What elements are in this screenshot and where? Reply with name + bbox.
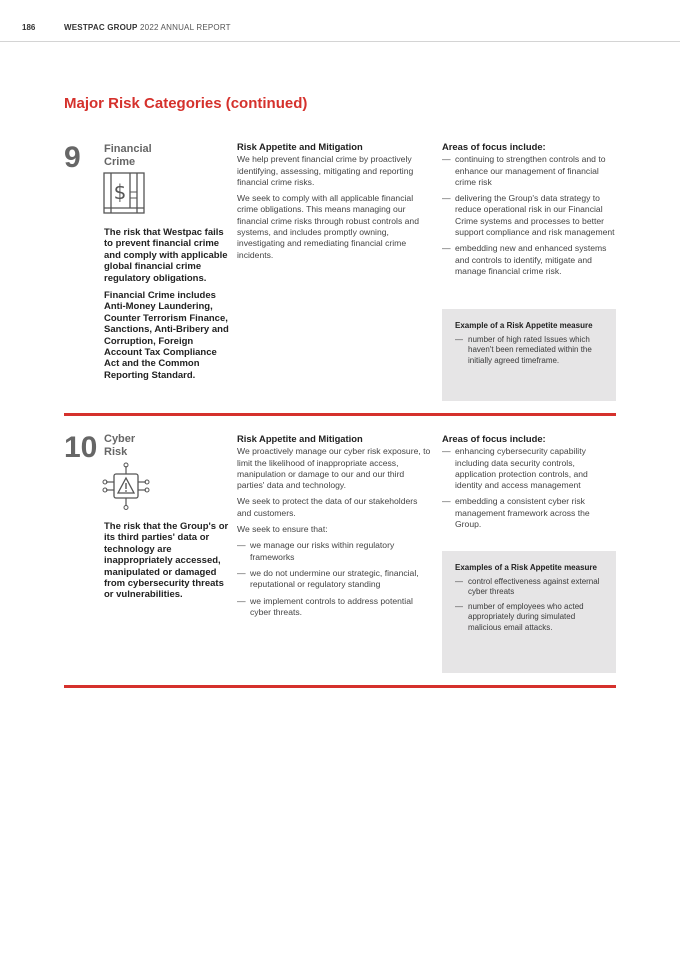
page-number: 186 bbox=[22, 23, 36, 32]
focus-list bbox=[442, 154, 616, 277]
focus-heading: Areas of focus include: bbox=[442, 141, 546, 152]
section-divider bbox=[64, 685, 616, 688]
page-title: Major Risk Categories (continued) bbox=[64, 95, 308, 112]
section-name-line: Cyber bbox=[104, 433, 136, 445]
measure-heading: Examples of a Risk Appetite measure bbox=[455, 563, 597, 572]
svg-text:$: $ bbox=[113, 180, 127, 204]
section-number: 10 bbox=[64, 431, 98, 464]
section-name-line: Crime bbox=[104, 156, 136, 168]
header-divider bbox=[0, 41, 680, 42]
paragraph: We proactively manage our cyber risk exposure, to limit the likelihood of inappropriate access, manipulation or damage to our and our third parties' data and technology. bbox=[237, 446, 431, 491]
focus-heading: Areas of focus include: bbox=[442, 433, 546, 444]
focus-areas-block bbox=[442, 433, 616, 535]
list-item: — we manage our risks within regulatory frameworks bbox=[237, 540, 433, 563]
cyber-warning-chip-icon bbox=[102, 462, 150, 515]
section-number: 9 bbox=[64, 141, 81, 174]
list-item: — we implement controls to address potential cyber threats. bbox=[237, 596, 433, 619]
risk-appetite-heading: Risk Appetite and Mitigation bbox=[237, 141, 363, 152]
measure-heading: Example of a Risk Appetite measure bbox=[455, 321, 593, 330]
list-item: — number of employees who acted appropriately during simulated malicious email attacks. bbox=[455, 602, 604, 634]
risk-appetite-block bbox=[237, 433, 433, 623]
focus-list bbox=[442, 446, 616, 530]
section-divider bbox=[64, 413, 616, 416]
focus-areas-block bbox=[442, 141, 616, 282]
measure-list bbox=[455, 577, 604, 634]
list-item: — embedding a consistent cyber risk management framework across the Group. bbox=[442, 496, 616, 530]
risk-includes: Financial Crime includes Anti-Money Laundering, Counter Terrorism Finance, Sanctions, Anti-Bribery and Corruption, Foreign Account Tax Compliance Act and the Common Reporting Standard. bbox=[104, 290, 229, 381]
paragraph: We seek to protect the data of our stakeholders and customers. bbox=[237, 496, 418, 518]
list-item: — continuing to strengthen controls and to enhance our management of financial crime risk bbox=[442, 154, 616, 188]
list-item: — enhancing cybersecurity capability including data security controls, application protection controls, and identity and access management bbox=[442, 446, 616, 491]
paragraph: We help prevent financial crime by proactively identifying, assessing, mitigating and reporting financial crime risks. bbox=[237, 154, 414, 187]
section-name bbox=[104, 433, 135, 459]
list-item: — embedding new and enhanced systems and controls to identify, mitigate and manage financial crime risk. bbox=[442, 243, 616, 277]
ensure-list bbox=[237, 540, 433, 618]
risk-definition: The risk that Westpac fails to prevent financial crime and comply with applicable global financial crime regulatory obligations. bbox=[104, 227, 228, 284]
report-name: 2022 ANNUAL REPORT bbox=[140, 23, 231, 32]
risk-appetite-block bbox=[237, 141, 433, 266]
section-name-line: Financial bbox=[104, 143, 152, 155]
list-item: — number of high rated Issues which haven't been remediated within the initially agreed timeframe. bbox=[455, 335, 604, 367]
risk-definition-block bbox=[104, 521, 232, 607]
dollar-jail-icon bbox=[103, 172, 145, 219]
risk-appetite-heading: Risk Appetite and Mitigation bbox=[237, 433, 363, 444]
section-name-line: Risk bbox=[104, 446, 128, 458]
paragraph: We seek to ensure that: bbox=[237, 524, 328, 535]
risk-definition: The risk that the Group's or its third parties' data or technology are inappropriately accessed, manipulated or damaged from cybersecurity threats or vulnerabilities. bbox=[104, 521, 229, 601]
section-name bbox=[104, 143, 152, 169]
risk-appetite-measure-box bbox=[442, 309, 616, 401]
list-item: — delivering the Group's data strategy to reduce operational risk in our Financial Crime systems and processes to better support compliance and risk management bbox=[442, 193, 616, 238]
paragraph: We seek to comply with all applicable financial crime obligations. This means managing our financial crime risks through robust controls and systems, and includes promptly owning, investigating and remediating financial crime incidents. bbox=[237, 193, 419, 260]
measure-list bbox=[455, 335, 604, 367]
report-header bbox=[64, 23, 231, 32]
risk-appetite-measure-box bbox=[442, 551, 616, 673]
risk-definition-block bbox=[104, 227, 229, 387]
company-name: WESTPAC GROUP bbox=[64, 23, 138, 32]
list-item: — we do not undermine our strategic, financial, reputational or regulatory standing bbox=[237, 568, 433, 591]
list-item: — control effectiveness against external cyber threats bbox=[455, 577, 604, 598]
